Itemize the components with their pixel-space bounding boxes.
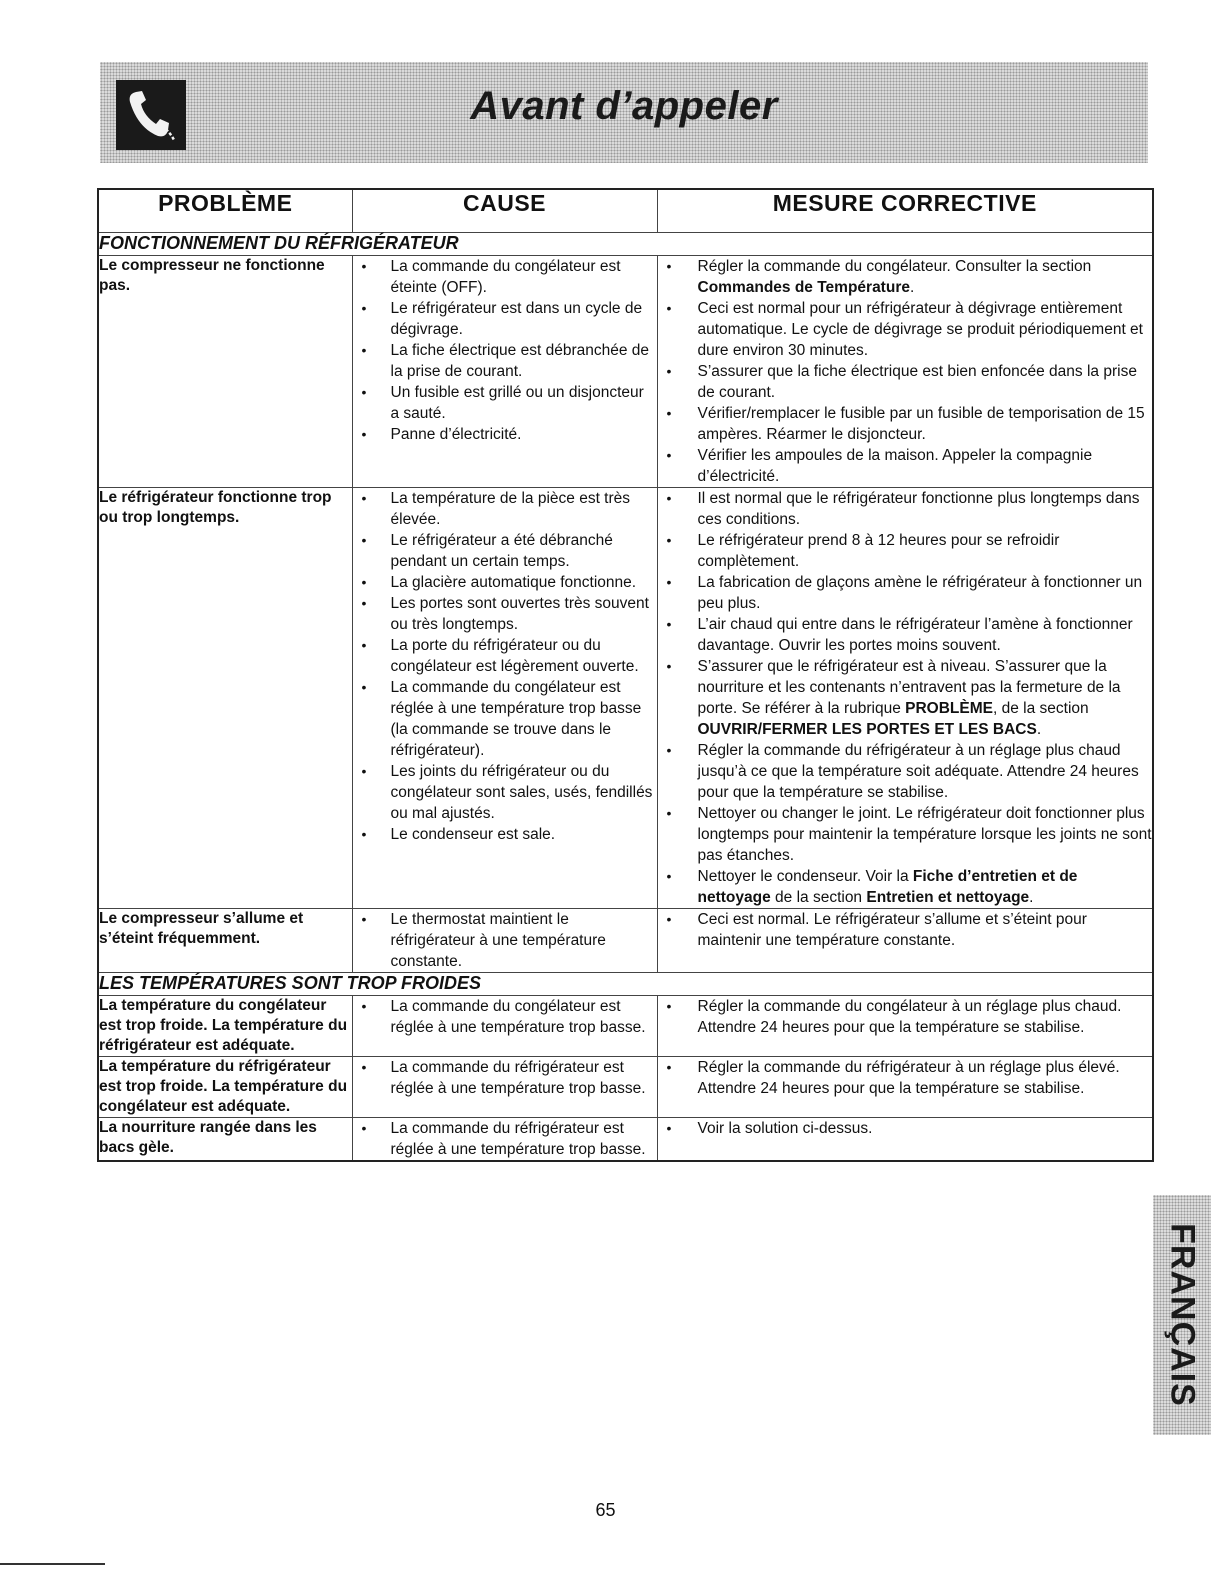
cause-item: • La porte du réfrigérateur ou du congélateur est légèrement ouverte. <box>353 635 657 677</box>
cause-item: • Les portes sont ouvertes très souvent ou très longtemps. <box>353 593 657 635</box>
table-header-row <box>98 189 1153 233</box>
section-title: LES TEMPÉRATURES SONT TROP FROIDES <box>98 973 1153 996</box>
corrective-item <box>658 614 1153 656</box>
corrective-text: Régler la commande du congélateur à un réglage plus chaud. Attendre 24 heures pour que la température se stabilise. <box>697 998 1122 1036</box>
table-row <box>98 1118 1153 1162</box>
section-reference: Commandes de Température <box>697 279 910 296</box>
corrective-text: S’assurer que le réfrigérateur est à niveau. S’assurer que la nourriture et les contenants n’entravent pas la fermeture de la porte. Se référer à la rubrique <box>697 658 1121 717</box>
corrective-text: Vérifier/remplacer le fusible par un fusible de temporisation de 15 ampères. Réarmer le disjoncteur. <box>697 405 1145 443</box>
corrective-text: L’air chaud qui entre dans le réfrigérateur l’amène à fonctionner davantage. Ouvrir les portes moins souvent. <box>697 616 1133 654</box>
section-reference: Fiche d’entretien et de nettoyage <box>697 868 1078 906</box>
table-row <box>98 256 1153 488</box>
corrective-text: Il est normal que le réfrigérateur fonctionne plus longtemps dans ces conditions. <box>697 490 1140 528</box>
corrective-cell <box>657 909 1153 973</box>
section-reference: OUVRIR/FERMER LES PORTES ET LES BACS <box>697 721 1037 738</box>
cause-item: • La glacière automatique fonctionne. <box>353 572 657 593</box>
corrective-item <box>658 909 1153 951</box>
section-reference: PROBLÈME <box>905 700 993 717</box>
cause-item: • Le condenseur est sale. <box>353 824 657 845</box>
corrective-text: Régler la commande du réfrigérateur à un réglage plus chaud jusqu’à ce que la température soit adéquate. Attendre 24 heures pour que la température se stabilise. <box>697 742 1139 801</box>
problem-cell: Le compresseur s’allume et s’éteint fréquemment. <box>98 909 352 973</box>
corrective-text: , de la section <box>992 700 1089 717</box>
corrective-item <box>658 403 1153 445</box>
cause-item: • La commande du réfrigérateur est réglée à une température trop basse. <box>353 1118 657 1160</box>
table-row <box>98 488 1153 909</box>
corrective-cell <box>657 1118 1153 1162</box>
cause-item: • Le thermostat maintient le réfrigérateur à une température constante. <box>353 909 657 972</box>
cause-cell <box>352 996 657 1057</box>
section-reference: Entretien et nettoyage <box>866 889 1030 906</box>
cause-item: • Panne d’électricité. <box>353 424 657 445</box>
table-row <box>98 909 1153 973</box>
corrective-item <box>658 572 1153 614</box>
corrective-item <box>658 445 1153 487</box>
corrective-item <box>658 488 1153 530</box>
corrective-item <box>658 866 1153 908</box>
cause-item: • La commande du réfrigérateur est réglée à une température trop basse. <box>353 1057 657 1099</box>
cause-cell <box>352 1057 657 1118</box>
cause-cell <box>352 488 657 909</box>
corrective-item <box>658 298 1153 361</box>
table-row <box>98 1057 1153 1118</box>
corrective-text: Ceci est normal. Le réfrigérateur s’allume et s’éteint pour maintenir une température constante. <box>697 911 1087 949</box>
table-row <box>98 996 1153 1057</box>
cause-cell <box>352 256 657 488</box>
corrective-text: Voir la solution ci-dessus. <box>697 1120 873 1137</box>
page-title: Avant d’appeler <box>470 84 778 128</box>
corrective-text: Vérifier les ampoules de la maison. Appeler la compagnie d’électricité. <box>697 447 1093 485</box>
corrective-item <box>658 656 1153 740</box>
cause-item: • Un fusible est grillé ou un disjoncteur a sauté. <box>353 382 657 424</box>
corrective-item <box>658 803 1153 866</box>
footer-divider <box>0 1563 105 1565</box>
corrective-text: . <box>1036 721 1042 738</box>
corrective-text: Nettoyer ou changer le joint. Le réfrigérateur doit fonctionner plus longtemps pour maintenir la température lorsque les joints ne sont pas étanches. <box>697 805 1152 864</box>
problem-cell: Le compresseur ne fonctionne pas. <box>98 256 352 488</box>
corrective-text: . <box>1029 889 1034 906</box>
cause-cell <box>352 909 657 973</box>
corrective-text: Nettoyer le condenseur. Voir la <box>697 868 913 885</box>
header-probleme: PROBLÈME <box>98 189 352 233</box>
cause-item: • La commande du congélateur est réglée à une température trop basse (la commande se trouve dans le réfrigérateur). <box>353 677 657 761</box>
header-mesure-corrective: MESURE CORRECTIVE <box>657 189 1153 233</box>
cause-item: • La fiche électrique est débranchée de la prise de courant. <box>353 340 657 382</box>
section-title: FONCTIONNEMENT DU RÉFRIGÉRATEUR <box>98 233 1153 256</box>
language-side-tab <box>1153 1195 1211 1435</box>
cause-item: • La commande du congélateur est éteinte (OFF). <box>353 256 657 298</box>
corrective-text: de la section <box>770 889 867 906</box>
header-cause: CAUSE <box>352 189 657 233</box>
corrective-item <box>658 996 1153 1038</box>
cause-item: • La commande du congélateur est réglée à une température trop basse. <box>353 996 657 1038</box>
corrective-cell <box>657 488 1153 909</box>
section-row <box>98 973 1153 996</box>
corrective-item <box>658 740 1153 803</box>
cause-item: • Le réfrigérateur a été débranché pendant un certain temps. <box>353 530 657 572</box>
corrective-item <box>658 256 1153 298</box>
cause-cell <box>352 1118 657 1162</box>
corrective-text: Ceci est normal pour un réfrigérateur à dégivrage entièrement automatique. Le cycle de dégivrage se produit périodiquement et dure environ 30 minutes. <box>697 300 1143 359</box>
corrective-text: . <box>909 279 915 296</box>
corrective-cell <box>657 996 1153 1057</box>
problem-cell: La température du congélateur est trop froide. La température du réfrigérateur est adéquate. <box>98 996 352 1057</box>
troubleshooting-table <box>97 188 1154 1162</box>
corrective-item <box>658 361 1153 403</box>
corrective-text: Régler la commande du congélateur. Consulter la section <box>697 258 1092 275</box>
problem-cell: Le réfrigérateur fonctionne trop ou trop longtemps. <box>98 488 352 909</box>
page-number: 65 <box>595 1500 616 1520</box>
problem-cell: La température du réfrigérateur est trop froide. La température du congélateur est adéquate. <box>98 1057 352 1118</box>
header-banner <box>100 62 1148 163</box>
corrective-text: Régler la commande du réfrigérateur à un réglage plus élevé. Attendre 24 heures pour que la température se stabilise. <box>697 1059 1120 1097</box>
side-tab-label: FRANÇAIS <box>1163 1223 1202 1407</box>
corrective-item <box>658 1118 1153 1139</box>
table-body <box>98 233 1153 1162</box>
corrective-cell <box>657 256 1153 488</box>
cause-item: • La température de la pièce est très élevée. <box>353 488 657 530</box>
cause-item: • Les joints du réfrigérateur ou du congélateur sont sales, usés, fendillés ou mal ajustés. <box>353 761 657 824</box>
corrective-text: Le réfrigérateur prend 8 à 12 heures pour se refroidir complètement. <box>697 532 1060 570</box>
corrective-text: La fabrication de glaçons amène le réfrigérateur à fonctionner un peu plus. <box>697 574 1143 612</box>
corrective-item <box>658 530 1153 572</box>
corrective-cell <box>657 1057 1153 1118</box>
section-row <box>98 233 1153 256</box>
corrective-text: S’assurer que la fiche électrique est bien enfoncée dans la prise de courant. <box>697 363 1137 401</box>
corrective-item <box>658 1057 1153 1099</box>
problem-cell: La nourriture rangée dans les bacs gèle. <box>98 1118 352 1162</box>
cause-item: • Le réfrigérateur est dans un cycle de dégivrage. <box>353 298 657 340</box>
